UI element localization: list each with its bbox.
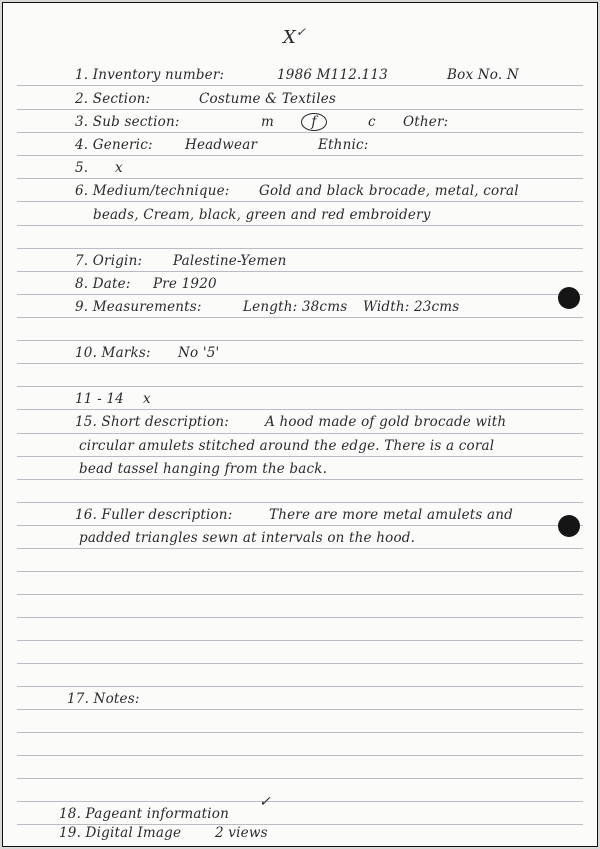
ruled-line <box>17 225 583 226</box>
ruled-line <box>17 617 583 618</box>
sub-section-f-circled: f <box>301 113 327 131</box>
ruled-line <box>17 502 583 503</box>
ruled-line <box>17 571 583 572</box>
fuller-description-line1: There are more metal amulets and <box>269 507 514 523</box>
ruled-line <box>17 109 583 110</box>
marks-label: 10. Marks: <box>75 345 151 361</box>
item5-value: x <box>115 160 123 176</box>
ruled-line <box>17 801 583 802</box>
ruled-line <box>17 363 583 364</box>
ruled-line <box>17 271 583 272</box>
ruled-line <box>17 178 583 179</box>
ruled-line <box>17 386 583 387</box>
inventory-value: 1986 M112.113 <box>277 67 388 83</box>
measurements-length: Length: 38cms <box>243 299 348 315</box>
short-description-line2: circular amulets stitched around the edge. There is a coral <box>79 438 495 454</box>
medium-line1: Gold and black brocade, metal, coral <box>259 183 519 199</box>
ruled-line <box>17 548 583 549</box>
ruled-line <box>17 85 583 86</box>
item5-label: 5. <box>75 160 89 176</box>
ruled-line <box>17 317 583 318</box>
inventory-label: 1. Inventory number: <box>75 67 225 83</box>
short-description-line3: bead tassel hanging from the back. <box>79 461 328 477</box>
short-description-line1: A hood made of gold brocade with <box>265 414 507 430</box>
origin-label: 7. Origin: <box>75 253 143 269</box>
measurements-label: 9. Measurements: <box>75 299 202 315</box>
ruled-line <box>17 294 583 295</box>
ruled-line <box>17 155 583 156</box>
record-sheet <box>2 2 598 847</box>
ruled-line <box>17 456 583 457</box>
section-label: 2. Section: <box>75 91 151 107</box>
check-icon: ✓ <box>259 794 271 810</box>
ruled-line <box>17 340 583 341</box>
items-11-14-value: x <box>143 391 151 407</box>
medium-line2: beads, Cream, black, green and red embroidery <box>93 207 431 223</box>
ruled-line <box>17 248 583 249</box>
ethnic-label: Ethnic: <box>318 137 369 153</box>
notes-label: 17. Notes: <box>67 691 140 707</box>
ruled-line <box>17 778 583 779</box>
ruled-line <box>17 755 583 756</box>
measurements-width: Width: 23cms <box>363 299 460 315</box>
items-11-14-label: 11 - 14 <box>75 391 124 407</box>
generic-label: 4. Generic: <box>75 137 153 153</box>
ruled-line <box>17 433 583 434</box>
ruled-line <box>17 525 583 526</box>
punch-hole <box>558 287 580 309</box>
ruled-line <box>17 640 583 641</box>
sub-section-c: c <box>368 114 376 130</box>
ruled-line <box>17 201 583 202</box>
digital-image-label: 19. Digital Image <box>59 825 182 841</box>
ruled-line <box>17 709 583 710</box>
marks-value: No '5' <box>178 345 220 361</box>
fuller-description-label: 16. Fuller description: <box>75 507 233 523</box>
short-description-label: 15. Short description: <box>75 414 230 430</box>
header-mark: X✓ <box>283 25 306 48</box>
ruled-line <box>17 686 583 687</box>
section-value: Costume & Textiles <box>199 91 337 107</box>
box-number: Box No. N <box>447 67 519 83</box>
sub-section-other: Other: <box>403 114 449 130</box>
generic-value: Headwear <box>185 137 258 153</box>
date-label: 8. Date: <box>75 276 131 292</box>
date-value: Pre 1920 <box>153 276 217 292</box>
digital-image-value: 2 views <box>215 825 268 841</box>
punch-hole <box>558 515 580 537</box>
pageant-label: 18. Pageant information <box>59 806 229 822</box>
medium-label: 6. Medium/technique: <box>75 183 230 199</box>
ruled-line <box>17 732 583 733</box>
fuller-description-line2: padded triangles sewn at intervals on the hood. <box>79 530 416 546</box>
origin-value: Palestine-Yemen <box>173 253 287 269</box>
sub-section-m: m <box>261 114 275 130</box>
ruled-line <box>17 409 583 410</box>
ruled-line <box>17 132 583 133</box>
sub-section-label: 3. Sub section: <box>75 114 180 130</box>
ruled-line <box>17 663 583 664</box>
ruled-line <box>17 479 583 480</box>
ruled-line <box>17 594 583 595</box>
